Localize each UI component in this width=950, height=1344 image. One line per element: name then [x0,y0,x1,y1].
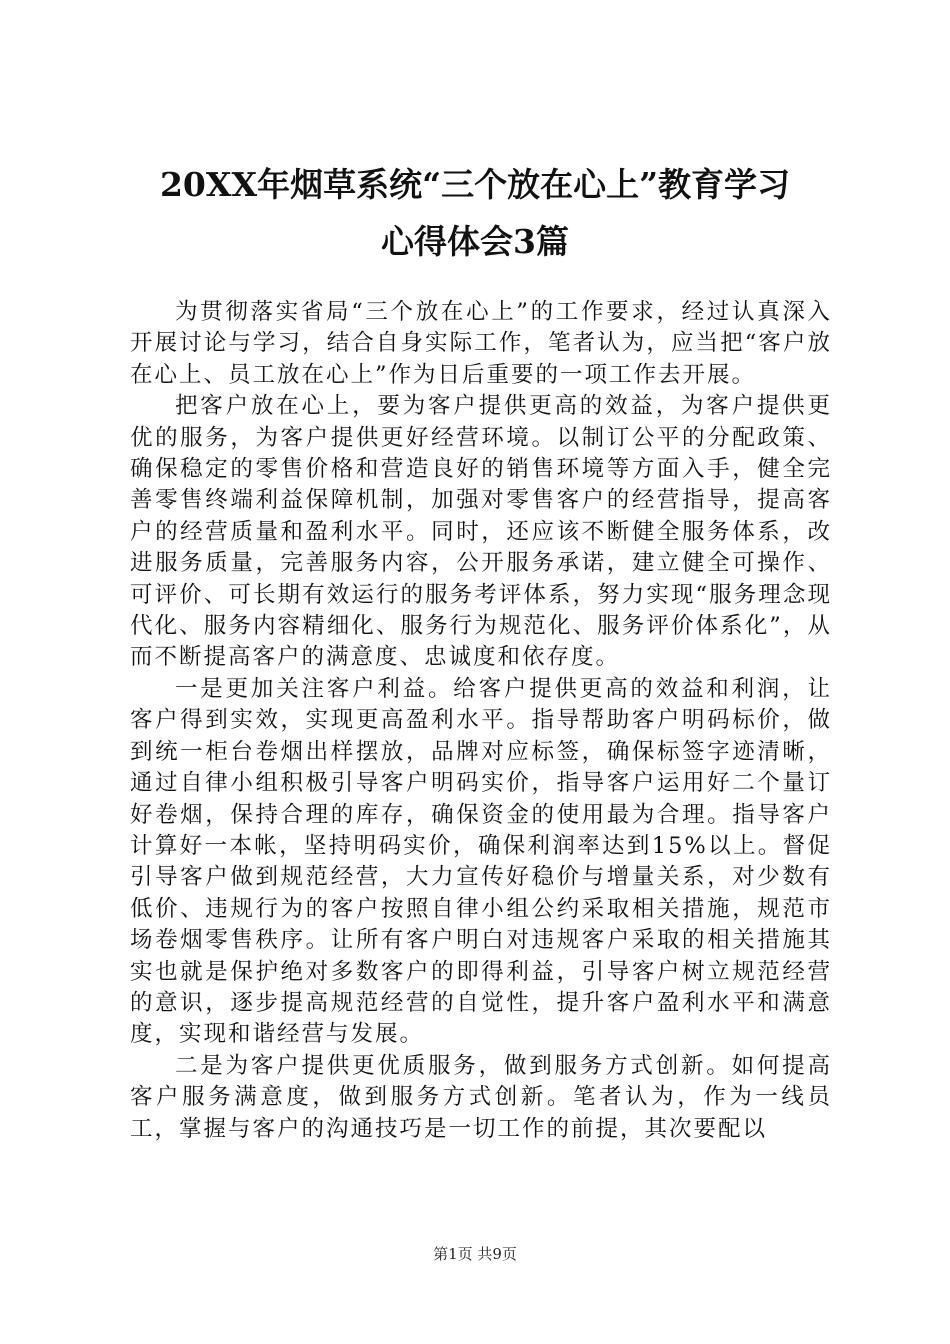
document-title-line-1: 20XX年烟草系统“三个放在心上”教育学习 [159,165,791,204]
document-title-line-2: 心得体会3篇 [381,222,569,261]
page-number-footer: 第1页 共9页 [433,1245,517,1263]
paragraph-1: 为贯彻落实省局“三个放在心上”的工作要求，经过认真深入开展讨论与学习，结合自身实际工作，笔者认为，应当把“客户放在心上、员工放在心上”作为日后重要的一项工作去开展。 [130,299,832,388]
paragraph-3: 一是更加关注客户利益。给客户提供更高的效益和利润，让客户得到实效，实现更高盈利水平。指导帮助客户明码标价，做到统一柜台卷烟出样摆放，品牌对应标签，确保标签字迹清晰，通过自律小组积极引导客户明码实价，指导客户运用好二个量订好卷烟，保持合理的库存，确保资金的使用最为合理。指导客户计算好一本帐，坚持明码实价，确保利润率达到15%以上。督促引导客户做到规范经营，大力宣传好稳价与增量关系，对少数有低价、违规行为的客户按照自律小组公约采取相关措施，规范市场卷烟零售秩序。让所有客户明白对违规客户采取的相关措施其实也就是保护绝对多数客户的即得利益，引导客户树立规范经营的意识，逐步提高规范经营的自觉性，提升客户盈利水平和满意度，实现和谐经营与发展。 [130,675,832,1048]
document-body [130,297,832,1145]
paragraph-2: 把客户放在心上，要为客户提供更高的效益，为客户提供更优的服务，为客户提供更好经营环境。以制订公平的分配政策、确保稳定的零售价格和营造良好的销售环境等方面入手，健全完善零售终端利益保障机制，加强对零售客户的经营指导，提高客户的经营质量和盈利水平。同时，还应该不断健全服务体系，改进服务质量，完善服务内容，公开服务承诺，建立健全可操作、可评价、可长期有效运行的服务考评体系，努力实现“服务理念现代化、服务内容精细化、服务行为规范化、服务评价体系化”，从而不断提高客户的满意度、忠诚度和依存度。 [130,393,832,671]
paragraph-4: 二是为客户提供更优质服务，做到服务方式创新。如何提高客户服务满意度，做到服务方式创新。笔者认为，作为一线员工，掌握与客户的沟通技巧是一切工作的前提，其次要配以 [130,1052,832,1142]
